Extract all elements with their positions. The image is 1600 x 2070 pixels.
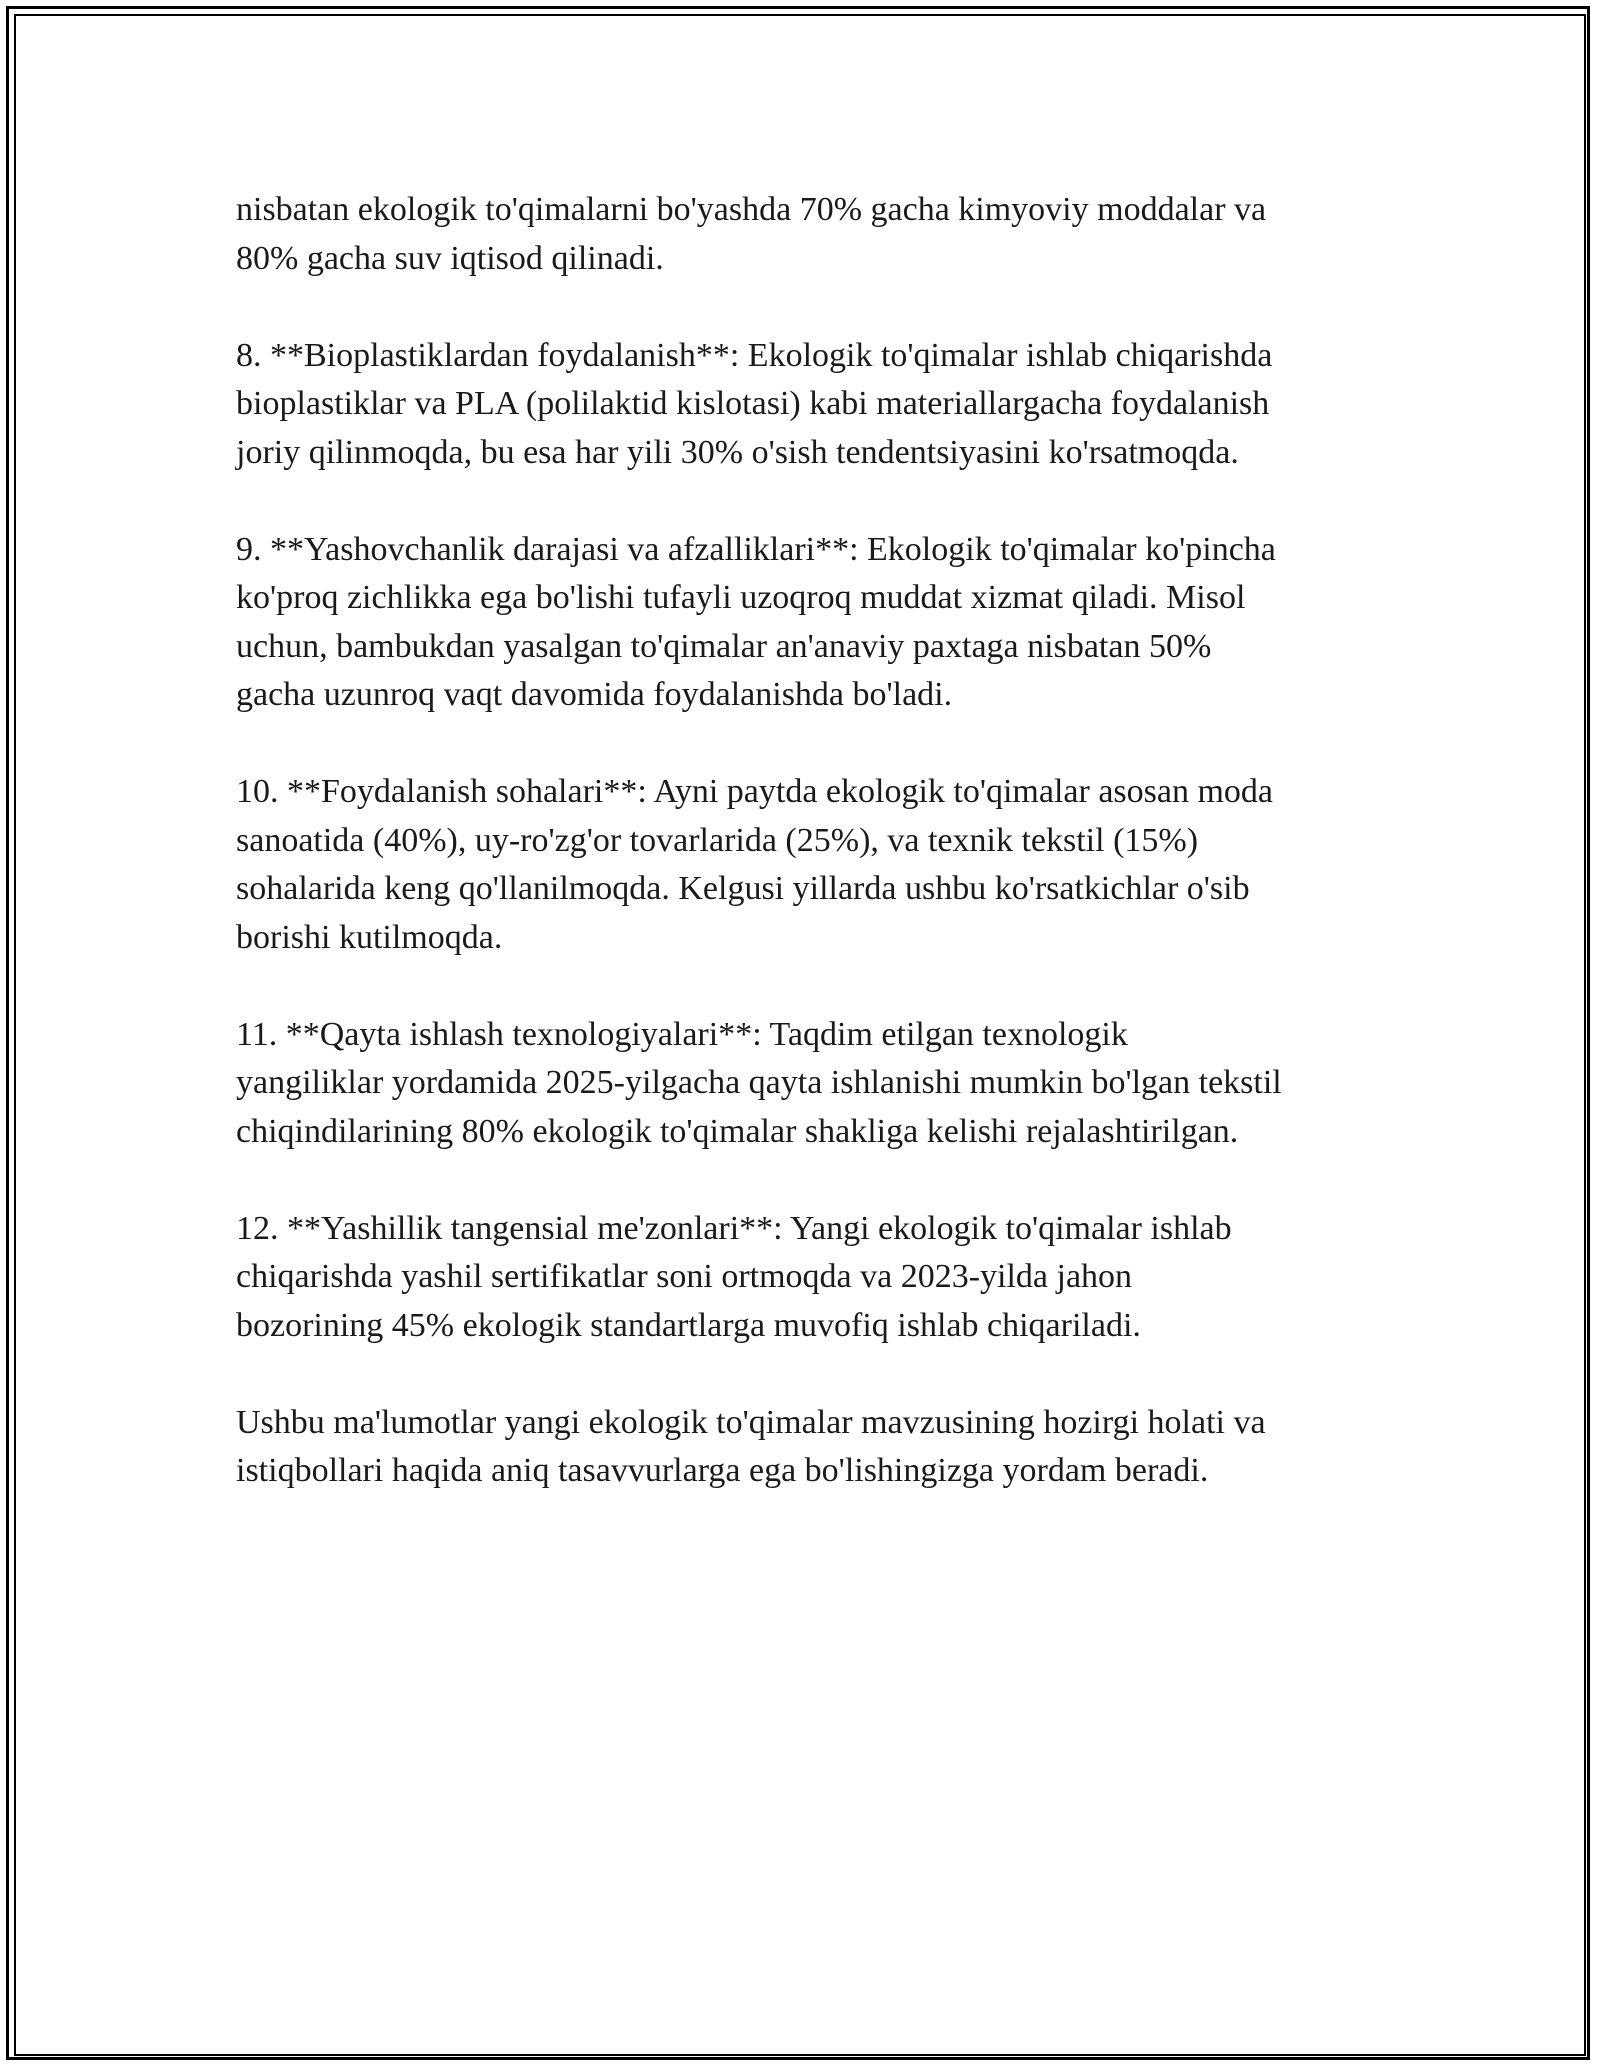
paragraph-item-12: 12. **Yashillik tangensial me'zonlari**: Yangi ekologik to'qimalar ishlab chiqarishda yashil sertifikatlar soni ortmoqda va 2023-yilda jahon bozorining 45% ekologik standartlarga muvofiq ishlab chiqariladi. — [236, 1209, 1232, 1344]
paragraph-item-11: 11. **Qayta ishlash texnologiyalari**: Taqdim etilgan texnologik yangiliklar yordamida 2025-yilgacha qayta ishlanishi mumkin bo'lgan tekstil chiqindilarining 80% ekologik to'qimalar shakliga kelishi rejalashtirilgan. — [236, 1015, 1282, 1150]
paragraph-item-10: 10. **Foydalanish sohalari**: Ayni paytda ekologik to'qimalar asosan moda sanoatida (40%), uy-ro'zg'or tovarlarida (25%), va texnik tekstil (15%) sohalarida keng qo'llanilmoqda. Kelgusi yillarda ushbu ko'rsatkichlar o'sib borishi kutilmoqda. — [236, 773, 1273, 956]
paragraph-item-8: 8. **Bioplastiklardan foydalanish**: Ekologik to'qimalar ishlab chiqarishda bioplastiklar va PLA (polilaktid kislotasi) kabi materiallargacha foydalanish joriy qilinmoqda, bu esa har yili 30% o'sish tendentsiyasini ko'rsatmoqda. — [236, 336, 1273, 471]
paragraph-item-9: 9. **Yashovchanlik darajasi va afzalliklari**: Ekologik to'qimalar ko'pincha ko'proq zichlikka ega bo'lishi tufayli uzoqroq muddat xizmat qiladi. Misol uchun, bambukdan yasalgan to'qimalar an'anaviy paxtaga nisbatan 50% gacha uzunroq vaqt davomida foydalanishda bo'ladi. — [236, 530, 1276, 713]
document-body — [236, 186, 1366, 1544]
paragraph-intro-continuation: nisbatan ekologik to'qimalarni bo'yashda 70% gacha kimyoviy moddalar va 80% gacha suv iqtisod qilinadi. — [236, 191, 1267, 277]
paragraph-conclusion: Ushbu ma'lumotlar yangi ekologik to'qimalar mavzusining hozirgi holati va istiqbollari haqida aniq tasavvurlarga ega bo'lishingizga yordam beradi. — [236, 1403, 1266, 1489]
